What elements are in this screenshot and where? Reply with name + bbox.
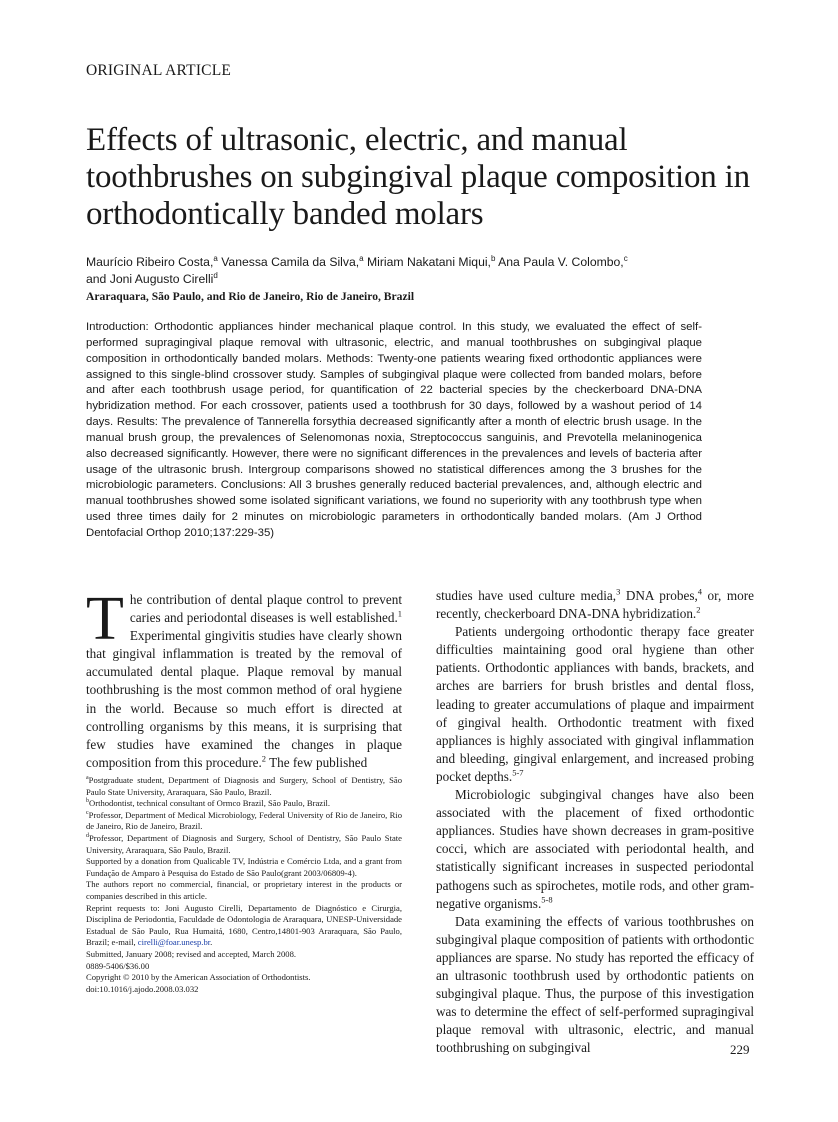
affiliation-line: Araraquara, São Paulo, and Rio de Janeiro, Rio de Janeiro, Brazil	[86, 290, 415, 303]
paragraph-text: or, more recently, checkerboard DNA-DNA hybridization.	[436, 588, 754, 622]
issn: 0889-5406/$36.00	[86, 960, 150, 971]
author-affiliation-mark: c	[623, 253, 628, 263]
body-paragraph	[436, 786, 754, 913]
funding-note: Supported by a donation from Qualicable TV, Indústria e Comércio Ltda, and a grant from Fundação de Amparo à Pesquisa do Estado de São Paulo(grant 2003/06809-4).	[86, 856, 402, 878]
footnote-item	[86, 775, 402, 798]
body-column-right	[436, 587, 754, 1057]
paragraph-text: DNA probes,	[620, 588, 698, 603]
footnote-item	[86, 810, 402, 833]
author-affiliation-mark: b	[490, 253, 496, 263]
drop-cap: T	[86, 585, 124, 653]
citation-ref: 1	[397, 608, 402, 619]
page-number: 229	[730, 1042, 750, 1057]
conflict-of-interest-note: The authors report no commercial, financial, or proprietary interest in the products or companies described in this article.	[86, 879, 402, 901]
article-title: Effects of ultrasonic, electric, and manual toothbrushes on subgingival plaque composition in orthodontically banded molars	[86, 122, 750, 232]
author-affiliation-mark: a	[359, 253, 364, 263]
footnote-mark: a	[86, 775, 89, 782]
copyright: Copyright © 2010 by the American Association of Orthodontists.	[86, 972, 311, 983]
footnote-item	[86, 833, 402, 856]
footnote-text: Orthodontist, technical consultant of Ormco Brazil, São Paulo, Brazil.	[89, 798, 331, 809]
author-name: Miriam Nakatani Miqui,	[367, 255, 491, 269]
footnote-mark: d	[86, 833, 89, 840]
footnote-text: Postgraduate student, Department of Diagnosis and Surgery, School of Dentistry, São Paulo State University, Araraquara, São Paulo, Brazil.	[86, 775, 402, 797]
reprint-text: Reprint requests to: Joni Augusto Cirelli, Departamento de Diagnóstico e Cirurgia, Disciplina de Periodontia, Faculdade de Odontologia de Araraquara, UNESP-Universidade Estadual de São Paulo, Rua Humaitá, 1680, Centro,14801-903 Araraquara, São Paulo, Brazil; e-mail,	[86, 902, 402, 948]
reprint-text: .	[210, 937, 213, 948]
footnote-text: Professor, Department of Diagnosis and Surgery, School of Dentistry, São Paulo State University, Araraquara, São Paulo, Brazil.	[86, 832, 402, 855]
author-affiliation-mark: a	[213, 253, 218, 263]
paragraph-text: he contribution of dental plaque control to prevent caries and periodontal diseases is well established.	[129, 592, 402, 626]
doi: doi:10.1016/j.ajodo.2008.03.032	[86, 983, 199, 994]
citation-ref: 2	[261, 753, 267, 764]
paragraph-text: Patients undergoing orthodontic therapy face greater difficulties maintaining good oral hygiene than other patients. Orthodontic appliances with bands, brackets, and arches are barriers for brush bristles and dental floss, leading to greater accumulations of plaque and impairment of gingival health. Orthodontic treatment with fixed appliances is highly associated with gingival inflammation and bleeding, gingival enlargement, and increased probing pocket depths.	[436, 624, 754, 784]
paragraph-text: Microbiologic subgingival changes have also been associated with the placement of fixed orthodontic appliances. Studies have shown decreases in gram-positive cocci, which are associated with periodontal health, and statistically significant increases in suspected periodontal pathogens such as spirochetes, motile rods, and other gram-negative organisms.	[436, 787, 754, 911]
body-paragraph: Data examining the effects of various toothbrushes on subgingival plaque composition of patients with orthodontic appliances are sparse. No study has reported the efficacy of an ultrasonic toothbrush used by orthodontic patients on subgingival plaque. Thus, the purpose of this investigation was to determine the effect of self-performed supragingival plaque removal with ultrasonic, electric, and manual toothbrushing on subgingival	[436, 913, 754, 1056]
submission-dates: Submitted, January 2008; revised and accepted, March 2008.	[86, 948, 297, 959]
author-name: and Joni Augusto Cirelli	[86, 272, 214, 286]
author-list	[86, 254, 726, 288]
reprint-requests	[86, 903, 402, 949]
author-affiliation-mark: d	[213, 270, 218, 280]
citation-ref: 5-8	[541, 894, 553, 905]
intro-paragraph	[86, 585, 402, 772]
author-name: Maurício Ribeiro Costa,	[86, 255, 214, 269]
email-link[interactable]: cirelli@foar.unesp.br	[137, 937, 211, 948]
abstract: Introduction: Orthodontic appliances hinder mechanical plaque control. In this study, we evaluated the effect of self-performed supragingival plaque removal with ultrasonic, electric, and manual toothbrushes on subgingival plaque composition in orthodontically banded molars. Methods: Twenty-one patients wearing fixed orthodontic appliances were assigned to this single-blind crossover study. Samples of subgingival plaque were collected from banded molars, before and after each toothbrush usage period, for quantification of 22 bacterial species by the checkerboard DNA-DNA hybridization method. For each crossover, patients used a toothbrush for 30 days, followed by a washout period of 14 days. Results: The prevalence of Tannerella forsythia decreased significantly after a month of electric brush usage. In the manual brush group, the prevalences of Selenomonas noxia, Streptococcus sanguinis, and Prevotella melaninogenica also decreased significantly. However, there were no significant differences in the prevalences and levels of bacteria after usage of the ultrasonic brush. Intergroup comparisons showed no statistical differences among the 3 brushes for the microbiologic parameters. Conclusions: All 3 brushes generally reduced bacterial prevalences, and, although electric and manual toothbrushes showed some isolated significant variations, we found no superiority with any toothbrush type when used three times daily for 2 minutes on microbiologic parameters in orthodontically banded molars. (Am J Orthod Dentofacial Orthop 2010;137:229-35)	[86, 321, 702, 539]
paragraph-text: The few published	[266, 754, 368, 770]
citation-ref: 3	[616, 586, 621, 597]
citation-ref: 4	[697, 586, 702, 597]
citation-ref: 5-7	[512, 767, 524, 778]
section-label: ORIGINAL ARTICLE	[86, 62, 232, 79]
footnote-item	[86, 798, 402, 810]
footnotes	[86, 775, 402, 995]
body-paragraph	[436, 623, 754, 786]
footnote-mark: b	[86, 798, 89, 805]
footnote-text: Professor, Department of Medical Microbiology, Federal University of Rio de Janeiro, Rio de Janeiro, Rio de Janeiro, Brazil.	[86, 809, 402, 832]
paragraph-text: Experimental gingivitis studies have clearly shown that gingival inflammation is treated by the removal of accumulated dental plaque. Plaque removal by manual toothbrushing is the most common method of oral hygiene in the world. Because so much effort is directed at controlling organisms by this means, it is surprising that few studies have examined the changes in plaque composition from this procedure.	[86, 628, 402, 770]
body-column-left	[86, 585, 402, 772]
footnote-mark: c	[86, 809, 89, 816]
author-name: Ana Paula V. Colombo,	[498, 255, 624, 269]
paragraph-continuation	[436, 587, 754, 623]
author-name: Vanessa Camila da Silva,	[221, 255, 360, 269]
citation-ref: 2	[696, 604, 701, 615]
paragraph-text: studies have used culture media,	[436, 588, 617, 603]
